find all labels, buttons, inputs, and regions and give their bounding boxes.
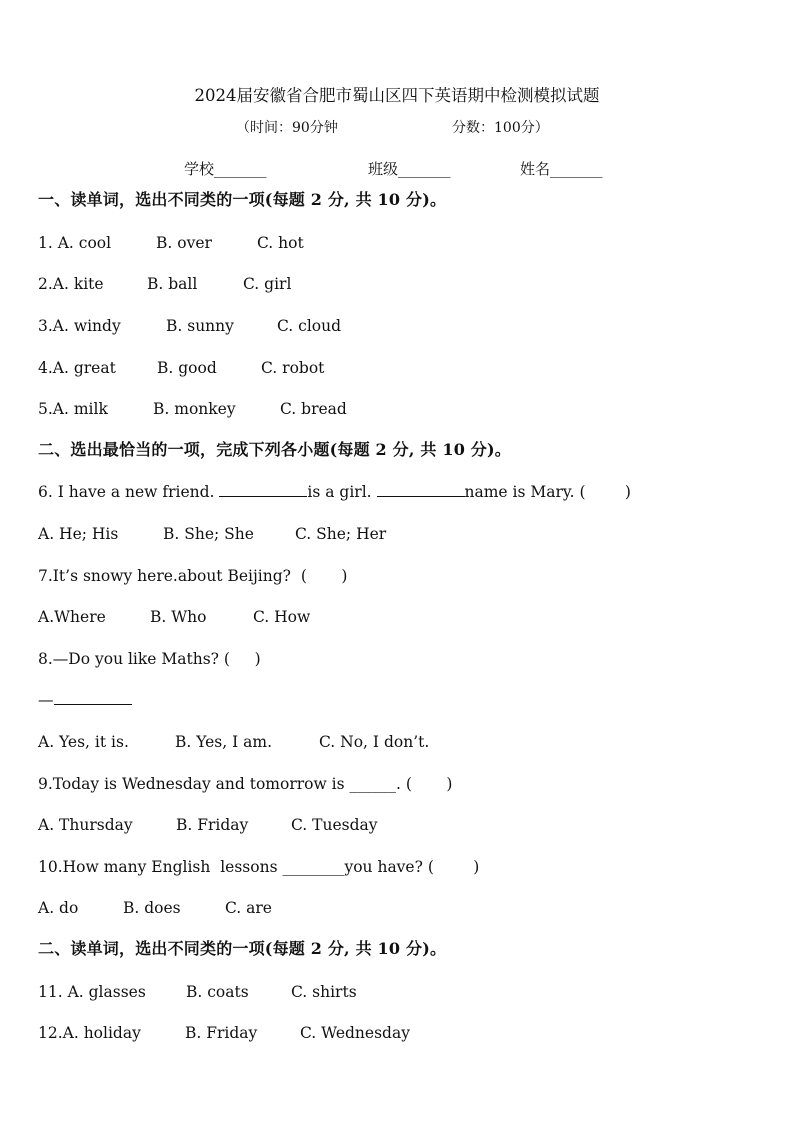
q5-option-a: 5.A. milk [38, 400, 108, 418]
q10-stem: 10.How many English lessons ________you have? ( ) [38, 858, 480, 876]
q12-option-b: B. Friday [185, 1024, 258, 1042]
q6-blank-1 [219, 482, 307, 497]
q8-dash: — [38, 691, 54, 709]
exam-time: （时间：90分钟 [236, 120, 338, 136]
q10-option-b: B. does [123, 899, 181, 917]
q12-option-c: C. Wednesday [300, 1024, 410, 1042]
q1-option-a: 1. A. cool [38, 234, 112, 252]
q10-option-c: C. are [225, 899, 272, 917]
q4-option-c: C. robot [261, 359, 325, 377]
q9-option-c: C. Tuesday [291, 816, 378, 834]
school-field: 学校_______ [184, 160, 267, 178]
q8-blank [54, 690, 132, 705]
exam-score: 分数：100分） [452, 120, 549, 136]
q6-stem [38, 482, 631, 502]
q6-stem-part-1: 6. I have a new friend. [38, 483, 220, 501]
section-2-heading: 二、选出最恰当的一项，完成下列各小题(每题 2 分, 共 10 分)。 [38, 440, 511, 459]
q9-option-a: A. Thursday [38, 816, 133, 834]
q6-option-a: A. He; His [38, 525, 119, 543]
q8-answer-line [38, 690, 132, 710]
q11-option-b: B. coats [186, 983, 249, 1001]
q8-stem: 8.—Do you like Maths? ( ) [38, 650, 261, 668]
name-field: 姓名_______ [520, 160, 603, 178]
q6-option-c: C. She; Her [295, 525, 387, 543]
q1-option-c: C. hot [257, 234, 304, 252]
q4-option-b: B. good [157, 359, 217, 377]
q6-blank-2 [377, 482, 465, 497]
q9-option-b: B. Friday [176, 816, 249, 834]
q2-option-a: 2.A. kite [38, 275, 104, 293]
class-field: 班级_______ [368, 160, 451, 178]
q6-stem-part-2: is a girl. [307, 483, 377, 501]
q6-option-b: B. She; She [163, 525, 254, 543]
q11-option-c: C. shirts [291, 983, 357, 1001]
q7-option-b: B. Who [150, 608, 207, 626]
q8-option-a: A. Yes, it is. [38, 733, 129, 751]
section-3-heading: 二、读单词，选出不同类的一项(每题 2 分, 共 10 分)。 [38, 939, 447, 958]
q5-option-b: B. monkey [153, 400, 236, 418]
q11-option-a: 11. A. glasses [38, 983, 146, 1001]
q5-option-c: C. bread [280, 400, 347, 418]
q7-option-c: C. How [253, 608, 311, 626]
q3-option-b: B. sunny [166, 317, 234, 335]
q9-stem: 9.Today is Wednesday and tomorrow is ______. ( ) [38, 775, 453, 793]
section-1-heading: 一、读单词，选出不同类的一项(每题 2 分, 共 10 分)。 [38, 190, 447, 209]
q2-option-c: C. girl [243, 275, 292, 293]
q3-option-a: 3.A. windy [38, 317, 121, 335]
q7-option-a: A.Where [38, 608, 106, 626]
q10-option-a: A. do [38, 899, 79, 917]
q8-option-c: C. No, I don’t. [319, 733, 430, 751]
q7-stem: 7.It’s snowy here.about Beijing? ( ) [38, 567, 348, 585]
q2-option-b: B. ball [147, 275, 198, 293]
page-title: 2024届安徽省合肥市蜀山区四下英语期中检测模拟试题 [194, 86, 600, 105]
q3-option-c: C. cloud [277, 317, 342, 335]
q12-option-a: 12.A. holiday [38, 1024, 141, 1042]
q6-stem-part-3: name is Mary. ( ) [464, 483, 631, 501]
q1-option-b: B. over [156, 234, 212, 252]
q4-option-a: 4.A. great [38, 359, 116, 377]
q8-option-b: B. Yes, I am. [175, 733, 273, 751]
